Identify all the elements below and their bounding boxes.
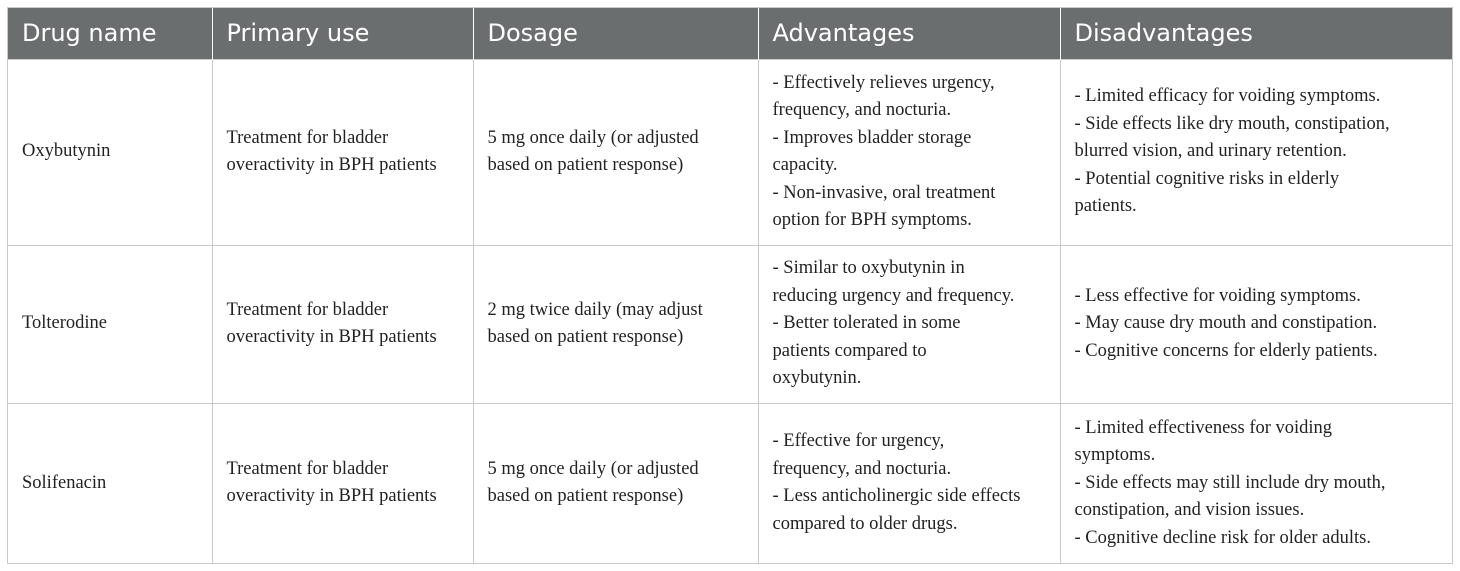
header-dosage: Dosage xyxy=(473,8,758,59)
table-row xyxy=(8,245,1452,403)
cell-primary-use xyxy=(212,59,473,245)
cell-line: - Non-invasive, oral treatment xyxy=(772,182,996,203)
cell-line: option for BPH symptoms. xyxy=(772,210,972,230)
cell-advantages xyxy=(758,59,1060,245)
cell-line: Treatment for bladder xyxy=(226,127,389,148)
cell-line: - Side effects may still include dry mouth, xyxy=(1074,472,1386,493)
cell-line: - Less anticholinergic side effects xyxy=(772,486,1021,507)
header-disadvantages: Disadvantages xyxy=(1060,8,1452,59)
cell-advantages xyxy=(758,245,1060,403)
table-row xyxy=(8,403,1452,563)
cell-line: blurred vision, and urinary retention. xyxy=(1074,141,1347,162)
cell-line: symptoms. xyxy=(1074,445,1156,465)
cell-line: - Better tolerated in some xyxy=(772,313,961,334)
cell-line: oxybutynin. xyxy=(772,368,862,389)
cell-line: - Limited efficacy for voiding symptoms. xyxy=(1074,86,1381,107)
cell-line: based on patient response) xyxy=(487,327,684,347)
header-advantages: Advantages xyxy=(758,8,1060,59)
cell-disadvantages xyxy=(1060,403,1452,563)
cell-drug-name: Tolterodine xyxy=(8,245,212,403)
cell-disadvantages xyxy=(1060,245,1452,403)
cell-line: overactivity in BPH patients xyxy=(226,327,437,347)
cell-disadvantages xyxy=(1060,59,1452,245)
cell-line: - Limited effectiveness for voiding xyxy=(1074,417,1333,438)
drug-comparison-table xyxy=(7,7,1453,564)
header-row xyxy=(8,8,1452,59)
cell-line: - Cognitive concerns for elderly patients. xyxy=(1074,340,1378,361)
cell-drug-name: Oxybutynin xyxy=(8,59,212,245)
cell-drug-name: Solifenacin xyxy=(8,403,212,563)
cell-primary-use xyxy=(212,245,473,403)
cell-line: - May cause dry mouth and constipation. xyxy=(1074,313,1378,334)
cell-line: - Less effective for voiding symptoms. xyxy=(1074,285,1361,306)
header-primary-use: Primary use xyxy=(212,8,473,59)
cell-dosage xyxy=(473,403,758,563)
cell-line: frequency, and nocturia. xyxy=(772,458,952,479)
cell-primary-use xyxy=(212,403,473,563)
cell-advantages xyxy=(758,403,1060,563)
cell-line: capacity. xyxy=(772,155,838,175)
header-drug-name: Drug name xyxy=(22,19,157,48)
cell-line: frequency, and nocturia. xyxy=(772,100,952,120)
cell-line: based on patient response) xyxy=(487,155,684,175)
cell-line: - Effective for urgency, xyxy=(772,431,945,452)
cell-dosage xyxy=(473,59,758,245)
cell-line: - Potential cognitive risks in elderly xyxy=(1074,168,1340,189)
cell-line: 5 mg once daily (or adjusted xyxy=(487,127,699,148)
cell-line: compared to older drugs. xyxy=(772,513,958,534)
cell-line: Treatment for bladder xyxy=(226,458,389,479)
cell-dosage xyxy=(473,245,758,403)
cell-line: reducing urgency and frequency. xyxy=(772,285,1015,306)
cell-line: 2 mg twice daily (may adjust xyxy=(487,299,703,320)
cell-line: - Effectively relieves urgency, xyxy=(772,72,995,93)
cell-line: Treatment for bladder xyxy=(226,299,389,320)
cell-line: overactivity in BPH patients xyxy=(226,486,437,507)
table-row xyxy=(8,59,1452,245)
cell-line: - Similar to oxybutynin in xyxy=(772,258,965,279)
cell-line: based on patient response) xyxy=(487,486,684,507)
cell-line: constipation, and vision issues. xyxy=(1074,500,1305,520)
cell-line: overactivity in BPH patients xyxy=(226,155,437,175)
cell-line: patients. xyxy=(1074,196,1137,217)
cell-line: - Improves bladder storage xyxy=(772,127,972,148)
cell-line: 5 mg once daily (or adjusted xyxy=(487,458,699,479)
cell-line: patients compared to xyxy=(772,340,927,361)
cell-line: - Cognitive decline risk for older adults. xyxy=(1074,527,1371,548)
cell-line: - Side effects like dry mouth, constipation, xyxy=(1074,113,1390,134)
